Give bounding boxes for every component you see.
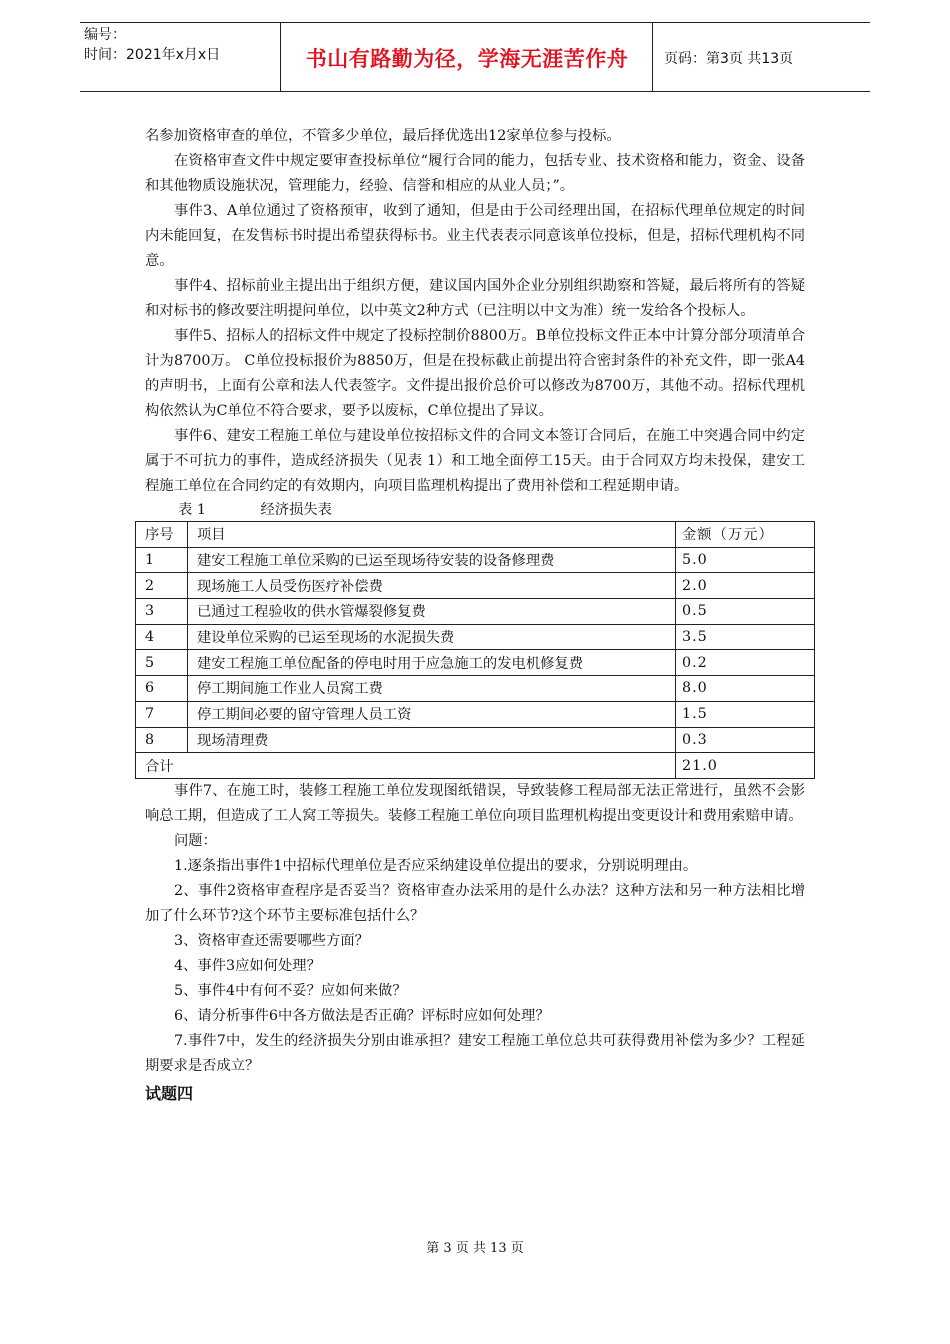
paragraph: 在资格审查文件中规定要审查投标单位“履行合同的能力，包括专业、技术资格和能力，资金、设备和其他物质设施状况，管理能力，经验、信誉和相应的从业人员；”。: [145, 153, 805, 194]
section-heading: 试题四: [145, 1083, 194, 1103]
cell-index: 7: [136, 701, 188, 727]
paragraph: 7.事件7中，发生的经济损失分别由谁承担？建安工程施工单位总共可获得费用补偿为多少？工程延期要求是否成立？: [145, 1032, 805, 1074]
table-total-row: [136, 753, 815, 779]
cell-item: 已通过工程验收的供水管爆裂修复费: [188, 599, 676, 625]
table-caption-title: 经济损失表: [260, 502, 332, 518]
table-row: [136, 624, 815, 650]
table-row: [136, 701, 815, 727]
loss-table: [135, 521, 815, 779]
table-row: [136, 573, 815, 599]
cell-amount: 8.0: [676, 676, 815, 702]
paragraph: 5、事件4中有何不妥？应如何来做？: [174, 982, 407, 999]
header-cell-item: 项目: [188, 522, 676, 548]
cell-amount: 3.5: [676, 624, 815, 650]
cell-index: 8: [136, 727, 188, 753]
cell-amount: 0.5: [676, 599, 815, 625]
table-caption: [178, 499, 805, 521]
cell-index: 3: [136, 599, 188, 625]
page-footer: 第 3 页 共 13 页: [426, 1241, 524, 1256]
cell-item: 建安工程施工单位采购的已运至现场待安装的设备修理费: [188, 547, 676, 573]
header-cell-amount: 金额（万元）: [676, 522, 815, 548]
header-meta: [84, 25, 274, 65]
cell-item: 现场清理费: [188, 727, 676, 753]
table-row: [136, 676, 815, 702]
cell-index: 5: [136, 650, 188, 676]
paragraph-group: [145, 779, 805, 1079]
paragraph: 3、资格审查还需要哪些方面？: [174, 932, 369, 949]
header-time-label: 时间：2021年x月x日: [84, 47, 221, 63]
table-row: [136, 547, 815, 573]
header-cell-index: 序号: [136, 522, 188, 548]
cell-item: 建安工程施工单位配备的停电时用于应急施工的发电机修复费: [188, 650, 676, 676]
paragraph-group: [145, 124, 805, 499]
cell-index: 1: [136, 547, 188, 573]
table-row: [136, 599, 815, 625]
table-caption-number: 表 1: [178, 502, 206, 518]
cell-amount: 5.0: [676, 547, 815, 573]
paragraph: 事件4、招标前业主提出出于组织方便，建议国内国外企业分别组织勘察和答疑，最后将所有的答疑和对标书的修改要注明提问单位，以中英文2种方式（已注明以中文为准）统一发给各个投标人。: [145, 278, 805, 319]
cell-index: 6: [136, 676, 188, 702]
document-body: [145, 124, 805, 1107]
cell-item: 停工期间施工作业人员窝工费: [188, 676, 676, 702]
paragraph: 事件7、在施工时，装修工程施工单位发现图纸错误，导致装修工程局部无法正常进行，虽然不会影响总工期，但造成了工人窝工等损失。装修工程施工单位向项目监理机构提出变更设计和费用索赔申请。: [145, 782, 805, 824]
cell-index: 2: [136, 573, 188, 599]
paragraph: 问题：: [174, 832, 217, 849]
table-row: [136, 650, 815, 676]
table-row: [136, 727, 815, 753]
paragraph: 6、请分析事件6中各方做法是否正确？评标时应如何处理？: [174, 1007, 550, 1024]
table-header-row: [136, 522, 815, 548]
total-value: 21.0: [676, 753, 815, 779]
header-number-label: 编号：: [84, 27, 126, 43]
header-divider: [652, 23, 653, 91]
paragraph: 名参加资格审查的单位，不管多少单位，最后择优选出12家单位参与投标。: [145, 128, 621, 144]
cell-amount: 2.0: [676, 573, 815, 599]
paragraph: 1.逐条指出事件1中招标代理单位是否应采纳建设单位提出的要求，分别说明理由。: [174, 857, 698, 874]
paragraph: 4、事件3应如何处理？: [174, 957, 321, 974]
cell-amount: 0.3: [676, 727, 815, 753]
cell-amount: 1.5: [676, 701, 815, 727]
paragraph: 事件6、建安工程施工单位与建设单位按招标文件的合同文本签订合同后，在施工中突遇合同中约定属于不可抗力的事件，造成经济损失（见表 1）和工地全面停工15天。由于合同双方均未投保，建安工程施工单位在合同约定的有效期内，向项目监理机构提出了费用补偿和工程延期申请。: [145, 428, 805, 494]
header-page-label: 页码：第3页 共13页: [664, 51, 794, 67]
header-motto: 书山有路勤为径，学海无涯苦作舟: [305, 47, 629, 71]
total-label: 合计: [136, 753, 676, 779]
cell-amount: 0.2: [676, 650, 815, 676]
paragraph: 2、事件2资格审查程序是否妥当？资格审查办法采用的是什么办法？这种方法和另一种方法相比增加了什么环节?这个环节主要标准包括什么？: [145, 882, 805, 924]
cell-item: 现场施工人员受伤医疗补偿费: [188, 573, 676, 599]
paragraph: 事件3、A单位通过了资格预审，收到了通知，但是由于公司经理出国，在招标代理单位规定的时间内未能回复，在发售标书时提出希望获得标书。业主代表表示同意该单位投标，但是，招标代理机构不同意。: [145, 203, 805, 269]
paragraph: 事件5、招标人的招标文件中规定了投标控制价8800万。B单位投标文件正本中计算分部分项清单合计为8700万。 C单位投标报价为8850万，但是在投标截止前提出符合密封条件的补充文件，即一张A4的声明书，上面有公章和法人代表签字。文件提出报价总价可以修改为8700万，其他不动。招标代理机构依然认为C单位不符合要求，要予以废标，C单位提出了异议。: [145, 328, 805, 419]
cell-index: 4: [136, 624, 188, 650]
cell-item: 停工期间必要的留守管理人员工资: [188, 701, 676, 727]
table-body: [136, 547, 815, 753]
page-header: [80, 22, 870, 92]
cell-item: 建设单位采购的已运至现场的水泥损失费: [188, 624, 676, 650]
header-divider: [280, 23, 281, 91]
